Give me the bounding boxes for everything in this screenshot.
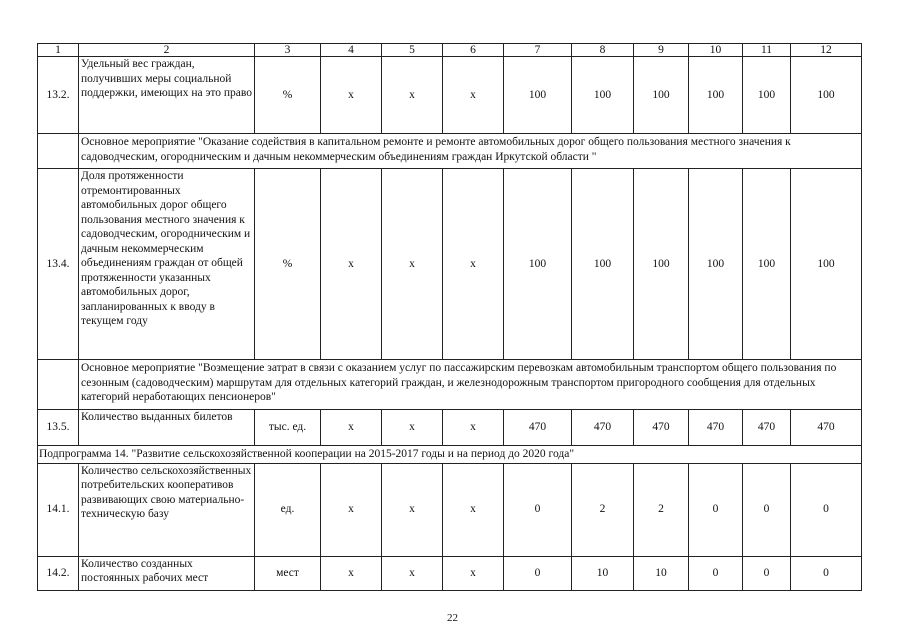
value-cell: 0 (504, 556, 572, 590)
section-row (38, 360, 862, 410)
value-cell: х (443, 463, 504, 556)
table-row (38, 410, 862, 446)
indicator-number: 13.5. (38, 410, 79, 446)
value-cell: х (382, 410, 443, 446)
value-cell: 2 (572, 463, 634, 556)
value-cell: 0 (689, 556, 743, 590)
column-number-cell: 2 (79, 44, 255, 57)
indicator-name: Удельный вес граждан, получивших меры социальной поддержки, имеющих на это право (79, 57, 255, 134)
column-number-cell: 8 (572, 44, 634, 57)
table-row (38, 57, 862, 134)
value-cell: х (382, 169, 443, 360)
column-number-cell: 5 (382, 44, 443, 57)
value-cell: х (443, 169, 504, 360)
indicator-unit: мест (255, 556, 321, 590)
value-cell: 100 (572, 169, 634, 360)
value-cell: 470 (791, 410, 862, 446)
table-row (38, 169, 862, 360)
column-number-cell: 1 (38, 44, 79, 57)
indicator-unit: % (255, 57, 321, 134)
value-cell: 100 (743, 169, 791, 360)
indicator-number: 14.2. (38, 556, 79, 590)
value-cell: 100 (634, 57, 689, 134)
table-row (38, 463, 862, 556)
value-cell: 10 (634, 556, 689, 590)
indicator-unit: тыс. ед. (255, 410, 321, 446)
indicator-name: Количество сельскохозяйственных потребительских кооперативов развивающих свою материально-техническую базу (79, 463, 255, 556)
value-cell: 0 (743, 463, 791, 556)
column-number-cell: 10 (689, 44, 743, 57)
indicator-number: 14.1. (38, 463, 79, 556)
column-number-row (38, 44, 862, 57)
column-number-cell: 6 (443, 44, 504, 57)
column-number-cell: 12 (791, 44, 862, 57)
value-cell: 100 (743, 57, 791, 134)
value-cell: 0 (791, 463, 862, 556)
column-number-cell: 3 (255, 44, 321, 57)
value-cell: 470 (634, 410, 689, 446)
value-cell: 100 (634, 169, 689, 360)
value-cell: 100 (504, 169, 572, 360)
value-cell: 0 (743, 556, 791, 590)
indicator-unit: ед. (255, 463, 321, 556)
value-cell: х (443, 57, 504, 134)
section-row (38, 134, 862, 169)
value-cell: х (382, 463, 443, 556)
main-activity-title: Основное мероприятие "Оказание содействия в капитальном ремонте и ремонте автомобильных дорог общего пользования местного значения к садоводческим, огородническим и дачным некоммерческим объединениям граждан Иркутской области " (79, 134, 862, 169)
column-number-cell: 11 (743, 44, 791, 57)
indicator-name: Количество выданных билетов (79, 410, 255, 446)
subprogram-row (38, 446, 862, 464)
value-cell: х (321, 57, 382, 134)
column-number-cell: 4 (321, 44, 382, 57)
main-activity-title: Основное мероприятие "Возмещение затрат в связи с оказанием услуг по пассажирским перевозкам автомобильным транспортом общего пользования по сезонным (садоводческим) маршрутам для отдельных категорий граждан, и железнодорожным транспортом пригородного сообщения для отдельных категорий неработающих пенсионеров" (79, 360, 862, 410)
value-cell: 470 (504, 410, 572, 446)
indicator-name: Количество созданных постоянных рабочих мест (79, 556, 255, 590)
column-number-cell: 7 (504, 44, 572, 57)
value-cell: х (321, 169, 382, 360)
value-cell: 100 (689, 169, 743, 360)
value-cell: 0 (791, 556, 862, 590)
value-cell: 100 (504, 57, 572, 134)
value-cell: 100 (791, 57, 862, 134)
page-number: 22 (447, 612, 458, 624)
value-cell: 470 (743, 410, 791, 446)
value-cell: 470 (572, 410, 634, 446)
value-cell: х (443, 556, 504, 590)
subprogram-title: Подпрограмма 14. "Развитие сельскохозяйственной кооперации на 2015-2017 годы и на период до 2020 года" (38, 446, 862, 464)
table-row (38, 556, 862, 590)
value-cell: 2 (634, 463, 689, 556)
indicator-number: 13.2. (38, 57, 79, 134)
indicator-unit: % (255, 169, 321, 360)
value-cell: х (321, 463, 382, 556)
value-cell: 470 (689, 410, 743, 446)
value-cell: 0 (504, 463, 572, 556)
indicator-name: Доля протяженности отремонтированных автомобильных дорог общего пользования местного значения к садоводческим, огородническим и дачным некоммерческим объединениям граждан от общей протяженности указанных автомобильных дорог, запланированных к вводу в текущем году (79, 169, 255, 360)
value-cell: 10 (572, 556, 634, 590)
value-cell: х (321, 556, 382, 590)
value-cell: х (443, 410, 504, 446)
value-cell: 0 (689, 463, 743, 556)
indicators-table (37, 43, 862, 591)
value-cell: х (382, 57, 443, 134)
value-cell: 100 (689, 57, 743, 134)
value-cell: х (382, 556, 443, 590)
value-cell: 100 (791, 169, 862, 360)
column-number-cell: 9 (634, 44, 689, 57)
value-cell: х (321, 410, 382, 446)
indicator-number: 13.4. (38, 169, 79, 360)
value-cell: 100 (572, 57, 634, 134)
